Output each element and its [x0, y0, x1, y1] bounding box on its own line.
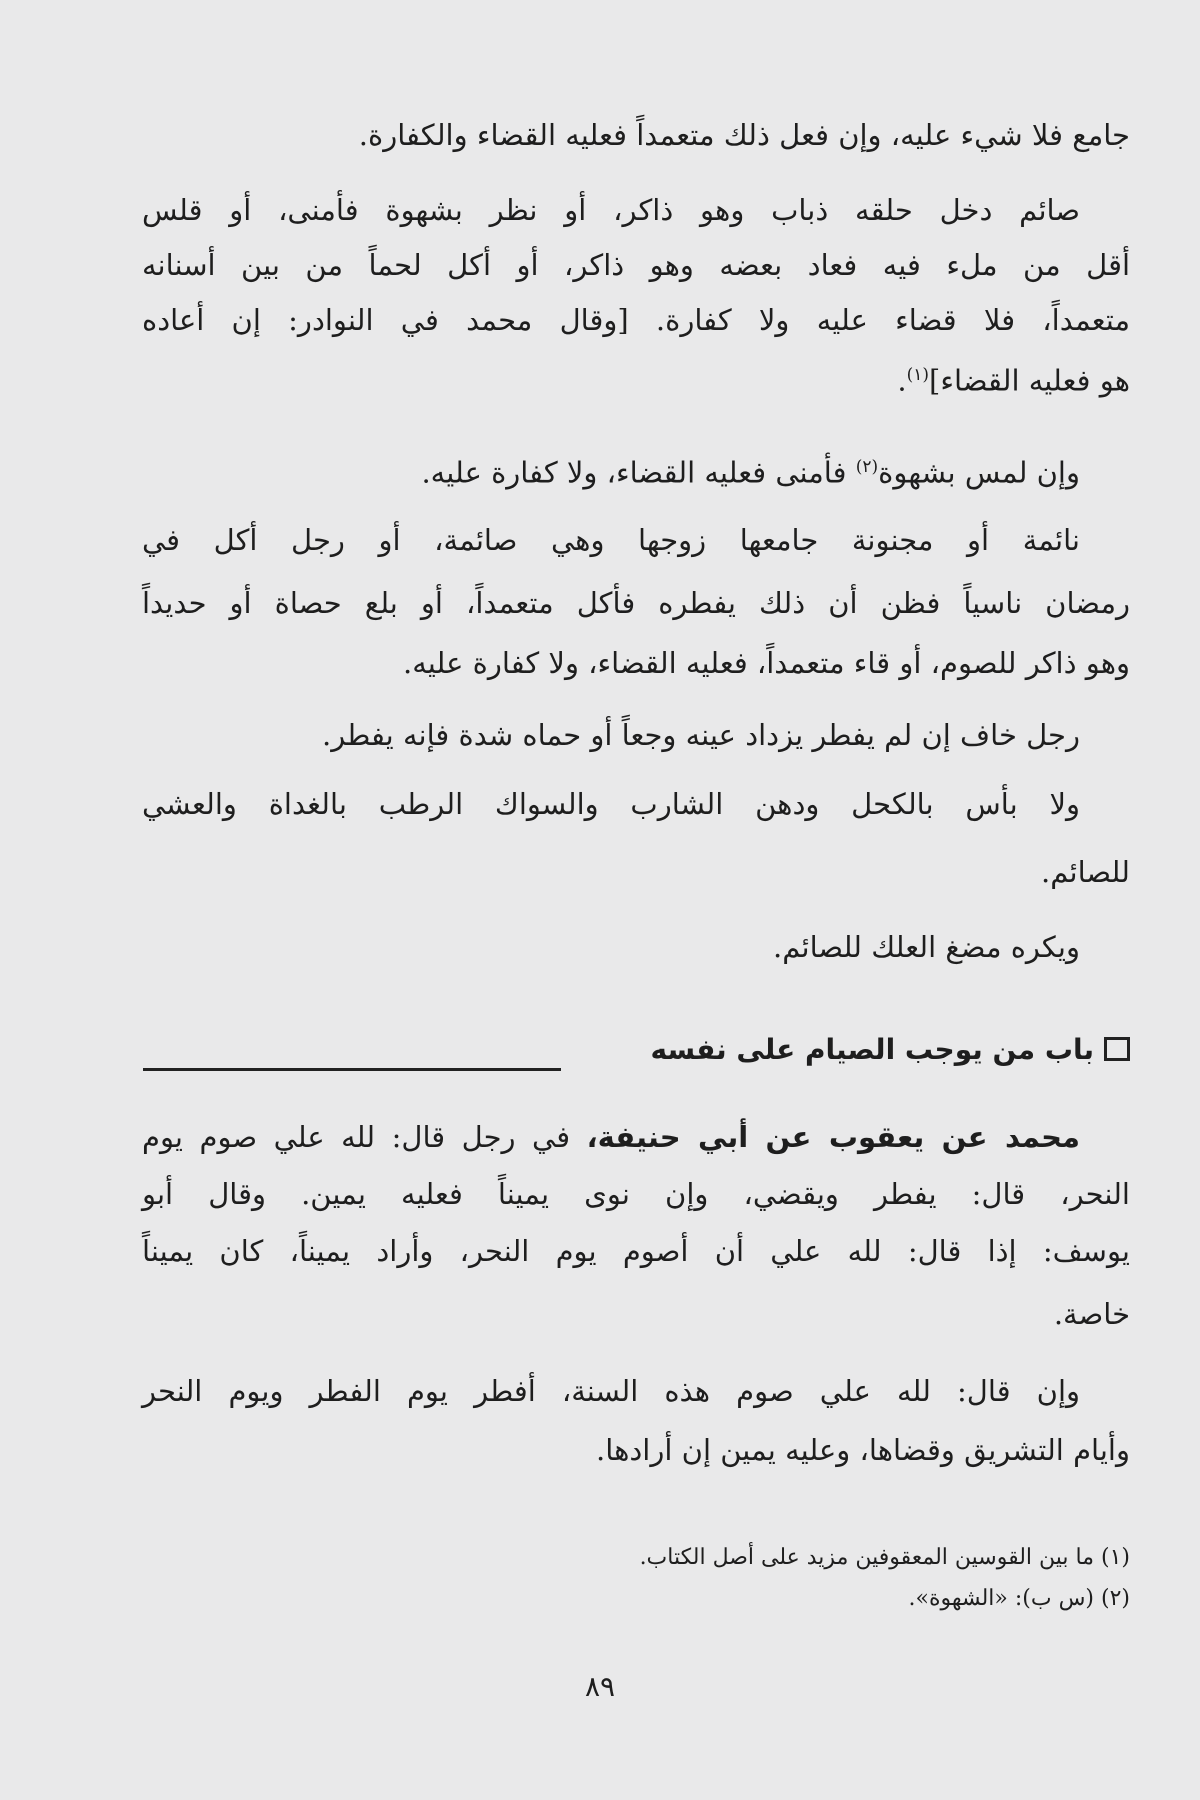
- text-line: النحر، قال: يفطر ويقضي، وإن نوى يميناً فعليه يمين. وقال أبو: [142, 1177, 1130, 1211]
- text-line: للصائم.: [1040, 855, 1130, 889]
- text-line: صائم دخل حلقه ذباب وهو ذاكر، أو نظر بشهوة فأمنى، أو قلس: [142, 193, 1080, 227]
- text: فأمنى فعليه القضاء، ولا كفارة عليه.: [421, 455, 847, 490]
- footnote: (٢) (س ب): «الشهوة».: [908, 1586, 1130, 1611]
- text: .: [897, 363, 907, 398]
- text-line: متعمداً، فلا قضاء عليه ولا كفارة. [وقال محمد في النوادر: إن أعاده: [142, 303, 1130, 337]
- text: وإن لمس بشهوة: [878, 455, 1080, 490]
- text-line: ولا بأس بالكحل ودهن الشارب والسواك الرطب بالغداة والعشي: [142, 787, 1080, 821]
- text-line: رمضان ناسياً فظن أن ذلك يفطره فأكل متعمداً، أو بلع حصاة أو حديداً: [142, 586, 1130, 620]
- narrator-chain: محمد عن يعقوب عن أبي حنيفة،: [586, 1120, 1080, 1154]
- text-line: أقل من ملء فيه فعاد بعضه وهو ذاكر، أو أكل لحماً من بين أسنانه: [142, 248, 1130, 282]
- text-line: [142, 447, 1130, 493]
- footnote-ref: (٢): [855, 457, 879, 477]
- text-line: وهو ذاكر للصوم، أو قاء متعمداً، فعليه القضاء، ولا كفارة عليه.: [403, 646, 1130, 680]
- text-line: وأيام التشريق وقضاها، وعليه يمين إن أرادها.: [596, 1433, 1130, 1467]
- text-line: [142, 1117, 1130, 1157]
- footnote: (١) ما بين القوسين المعقوفين مزيد على أصل الكتاب.: [639, 1545, 1130, 1570]
- heading-text: باب من يوجب الصيام على نفسه: [650, 1033, 1094, 1066]
- text-line: جامع فلا شيء عليه، وإن فعل ذلك متعمداً فعليه القضاء والكفارة.: [358, 118, 1130, 152]
- text-line: رجل خاف إن لم يفطر يزداد عينه وجعاً أو حماه شدة فإنه يفطر.: [322, 718, 1080, 752]
- text-line: خاصة.: [1053, 1297, 1130, 1331]
- heading-rule: [143, 1068, 561, 1071]
- text-line: نائمة أو مجنونة جامعها زوجها وهي صائمة، أو رجل أكل في: [142, 523, 1080, 557]
- text-line: وإن قال: لله علي صوم هذه السنة، أفطر يوم الفطر ويوم النحر: [142, 1374, 1080, 1408]
- square-bullet-icon: [1104, 1037, 1130, 1061]
- text: في رجل قال: لله علي صوم يوم: [142, 1120, 571, 1154]
- text-line: [142, 355, 1130, 401]
- footnote-ref: (١): [906, 365, 930, 385]
- text-line: يوسف: إذا قال: لله علي أن أصوم يوم النحر، وأراد يميناً، كان يميناً: [142, 1234, 1130, 1268]
- page-number: ٨٩: [584, 1670, 616, 1703]
- text: هو فعليه القضاء]: [929, 363, 1130, 398]
- section-heading: [142, 1030, 1130, 1070]
- text-line: ويكره مضغ العلك للصائم.: [773, 930, 1080, 964]
